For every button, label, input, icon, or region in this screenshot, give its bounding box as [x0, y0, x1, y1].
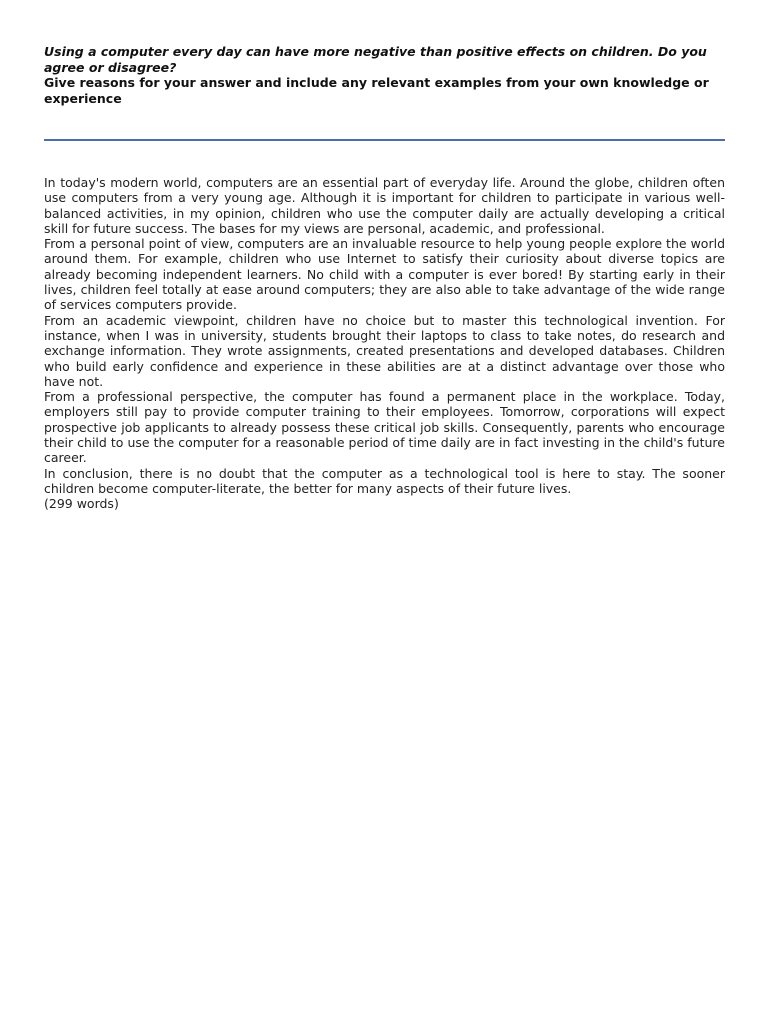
essay-paragraph: In conclusion, there is no doubt that the computer as a technological tool is here to stay. The sooner children become computer-literate, the better for many aspects of their future lives.	[44, 465, 725, 496]
essay-paragraph: From a personal point of view, computers are an invaluable resource to help young people explore the world around them. For example, children who use Internet to satisfy their curiosity about diverse topics are already becoming independent learners. No child with a computer is ever bored! By starting early in their lives, children feel totally at ease around computers; they are also able to take advantage of the wide range of services computers provide.	[44, 236, 725, 313]
essay-instruction: Give reasons for your answer and include any relevant examples from your own knowledge or experience	[44, 75, 709, 106]
essay-paragraph: From an academic viewpoint, children have no choice but to master this technological invention. For instance, when I was in university, students brought their laptops to class to take notes, do research and exchange information. They wrote assignments, created presentations and developed databases. Children who build early confidence and experience in these abilities are at a distinct advantage over those who have not.	[44, 312, 725, 389]
document-page	[44, 44, 725, 512]
essay-body	[44, 175, 725, 512]
word-count: (299 words)	[44, 496, 119, 512]
essay-paragraph: In today's modern world, computers are an essential part of everyday life. Around the globe, children often use computers from a very young age. Although it is important for children to participate in various well-balanced activities, in my opinion, children who use the computer daily are actually developing a critical skill for future success. The bases for my views are personal, academic, and professional.	[44, 175, 725, 236]
essay-question: Using a computer every day can have more negative than positive effects on children. Do you agree or disagree?	[44, 44, 707, 75]
essay-paragraph: From a professional perspective, the computer has found a permanent place in the workplace. Today, employers still pay to provide computer training to their employees. Tomorrow, corporations will expect prospective job applicants to already possess these critical job skills. Consequently, parents who encourage their child to use the computer for a reasonable period of time daily are in fact investing in the child's future career.	[44, 389, 725, 466]
section-divider	[44, 139, 725, 141]
